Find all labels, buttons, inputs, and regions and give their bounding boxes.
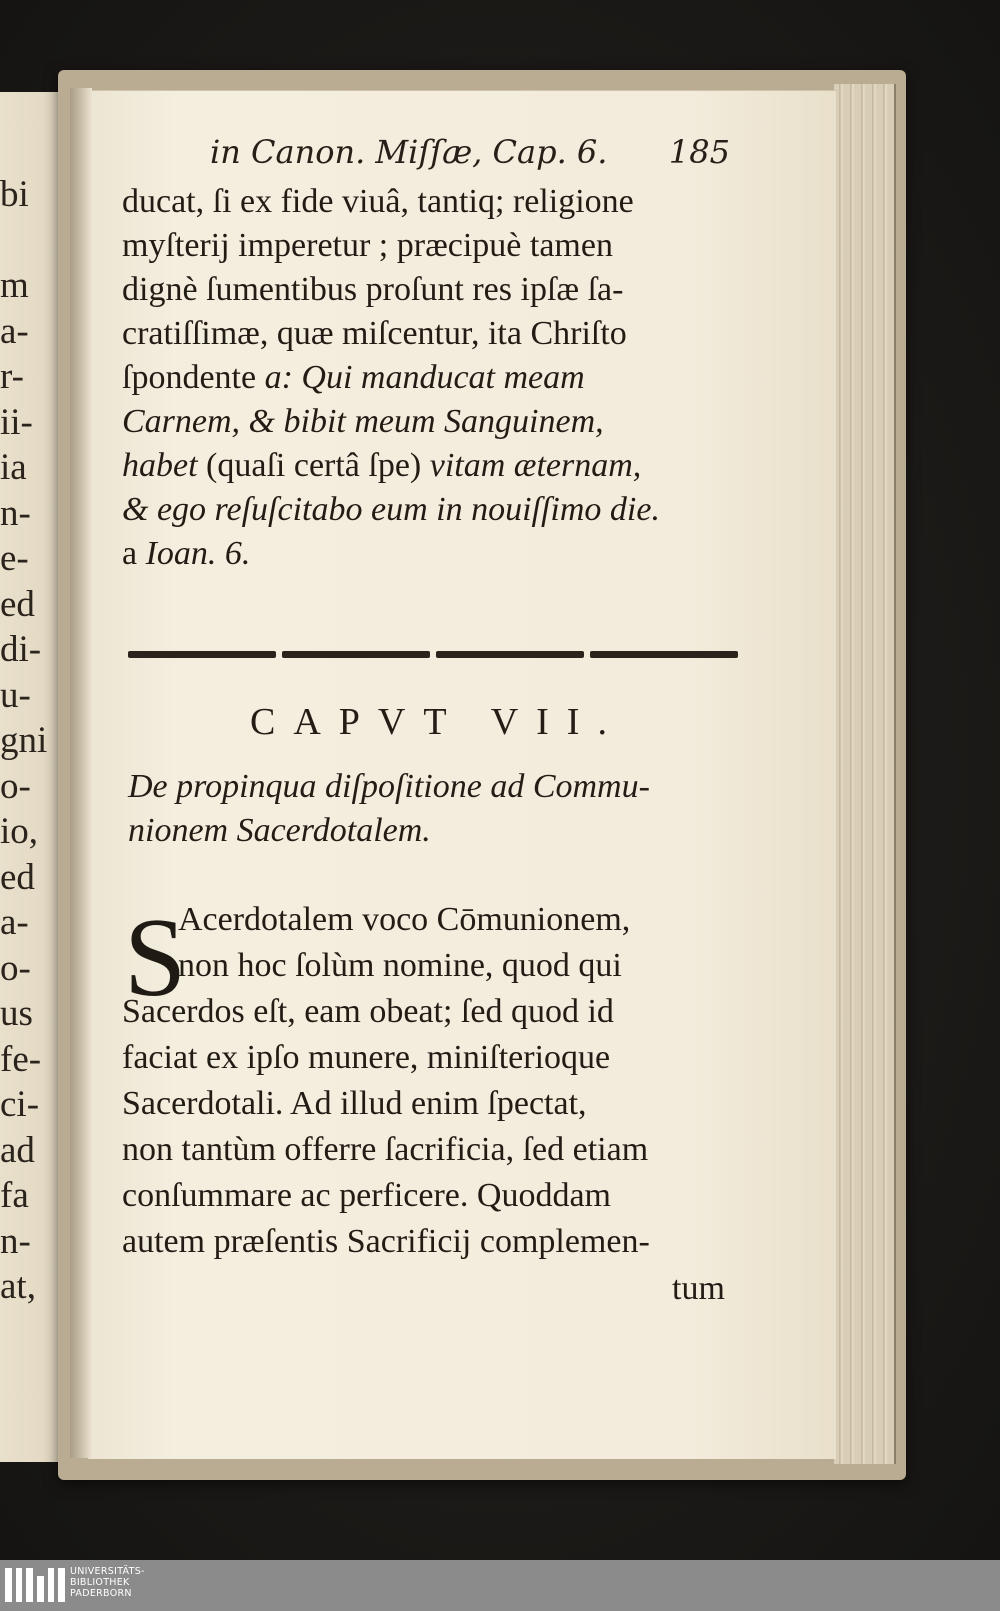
rule-segment [128,651,276,658]
text-line [122,444,748,488]
left-fragment: ia [0,447,27,488]
catchword: tum [672,1270,725,1307]
text-line: dignè ſumentibus proſunt res ipſæ ſa- [122,271,624,308]
left-fragment: fa [0,1175,29,1216]
left-fragment: n- [0,492,31,534]
text-segment: Ioan. 6. [145,535,251,572]
left-fragment: bi [0,174,29,215]
left-fragment: u- [0,674,31,716]
logo-line-3: PADERBORN [70,1588,132,1599]
left-fragment: ad [0,1129,35,1171]
text-line [122,356,748,400]
text-line: myſterij imperetur ; præcipuè tamen [122,227,613,264]
page-number: 185 [668,133,730,171]
left-fragment: ii- [0,401,33,443]
left-fragment: ed [0,583,35,625]
text-line: conſummare ac perficere. Quoddam [122,1177,611,1214]
text-segment: (quaſi certâ ſpe) [206,447,430,484]
text-line [122,532,748,576]
logo-line-1: UNIVERSITÄTS- [70,1566,145,1577]
left-fragment: a- [0,310,29,352]
left-fragment: o- [0,765,31,807]
library-logo-text [70,1566,145,1599]
chapter-subtitle-line-2: nionem Sacerdotalem. [128,812,431,849]
text-line: cratiſſimæ, quæ miſcentur, ita Chriſto [122,315,627,352]
left-fragment: o- [0,947,31,989]
running-head-title: in Canon. Miſſæ, Cap. 6. [210,133,608,171]
rule-segment [282,651,430,658]
drop-cap: S [124,896,187,1020]
text-segment: a: Qui manducat meam [264,359,585,396]
text-line: non tantùm offerre ſacrificia, ſed etiam [122,1131,649,1168]
left-fragment: ed [0,856,35,898]
left-fragment: m [0,265,29,306]
text-line: Carnem, & bibit meum Sanguinem, [122,403,604,440]
left-fragment: n- [0,1220,31,1262]
left-fragment: io, [0,811,39,852]
left-fragment [0,218,60,264]
running-head [210,133,730,177]
left-fragment: us [0,993,33,1034]
text-line: Sacerdos eſt, eam obeat; ſed quod id [122,993,614,1030]
chapter-heading: CAPVT VII. [250,701,625,743]
rule-segment [436,651,584,658]
left-fragment: ci- [0,1084,40,1125]
text-segment: vitam æternam, [429,447,642,484]
left-fragment: fe- [0,1038,42,1080]
ornamental-rule [128,651,738,661]
text-line: faciat ex ipſo munere, miniſterioque [122,1039,611,1076]
text-line: Acerdotalem voco Cōmunionem, [178,901,631,938]
left-fragment: e- [0,538,29,579]
text-line: non hoc ſolùm nomine, quod qui [178,947,622,984]
logo-line-2: BIBLIOTHEK [70,1577,130,1588]
text-line: & ego reſuſcitabo eum in nouiſſimo die. [122,491,660,528]
book-gutter [70,88,92,1458]
library-footer-bar [0,1560,1000,1611]
left-page-text-fragments [0,172,60,1310]
left-fragment: at, [0,1266,36,1307]
text-segment: a [122,535,146,572]
text-line: Sacerdotali. Ad illud enim ſpectat, [122,1085,587,1122]
page-stack-edge [834,84,896,1464]
text-segment: habet [122,447,207,484]
left-fragment: di- [0,629,42,670]
text-segment: ſpondente [122,359,265,396]
left-fragment: gni [0,720,48,761]
rule-segment [590,651,738,658]
left-fragment: r- [0,356,24,397]
library-logo-icon [5,1568,65,1602]
left-fragment: a- [0,902,29,943]
chapter-subtitle-line-1: De propinqua diſpoſitione ad Commu- [128,768,650,805]
text-line: autem præſentis Sacrificij complemen- [122,1223,650,1260]
text-line: ducat, ſi ex fide viuâ, tantiq; religione [122,183,634,220]
